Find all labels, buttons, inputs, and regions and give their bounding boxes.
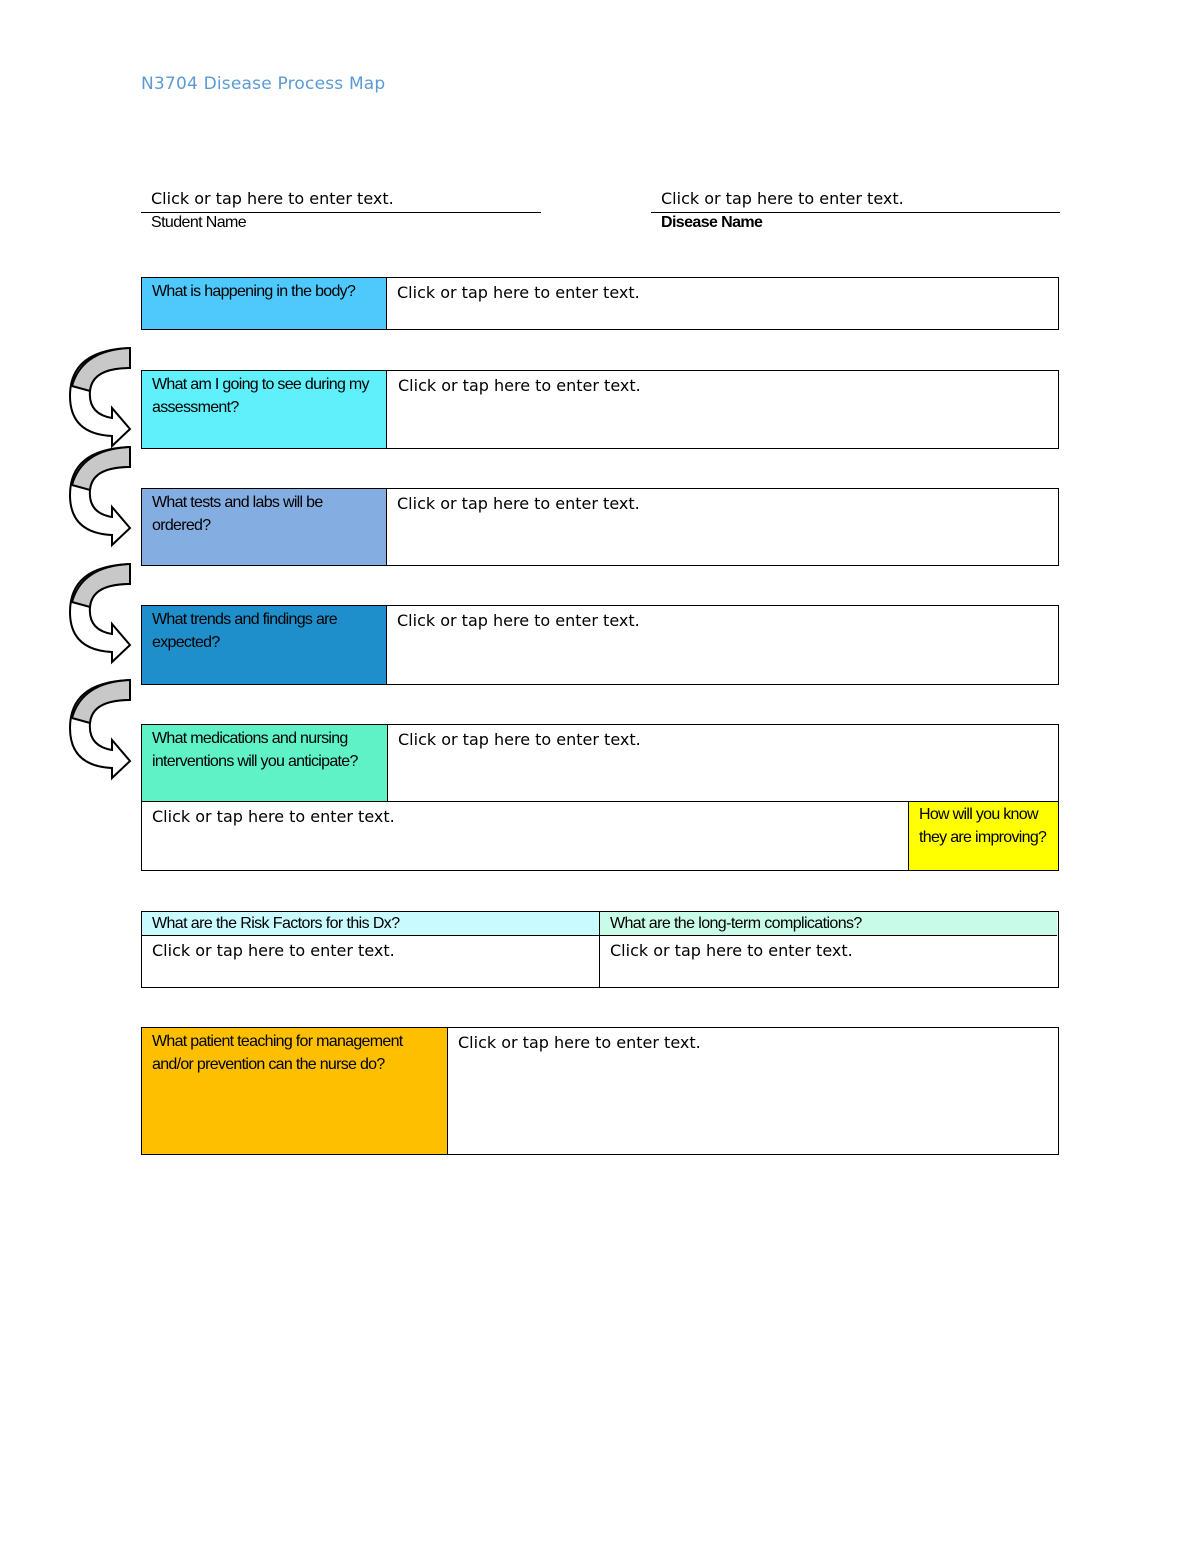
disease-name-label: Disease Name — [661, 214, 763, 231]
curved-arrow-icon — [62, 445, 138, 543]
section-body-row — [141, 277, 1059, 330]
student-name-field — [141, 189, 541, 233]
improving-row — [142, 802, 1058, 870]
page-title: N3704 Disease Process Map — [141, 74, 386, 94]
section-tests-answer[interactable]: Click or tap here to enter text. — [397, 494, 640, 513]
risk-complications-table — [141, 911, 1059, 988]
complications-answer[interactable]: Click or tap here to enter text. — [599, 936, 1057, 987]
disease-name-field — [651, 189, 1060, 233]
risk-factors-header: What are the Risk Factors for this Dx? — [142, 912, 599, 936]
section-trends-row — [141, 605, 1059, 685]
section-trends-answer[interactable]: Click or tap here to enter text. — [397, 611, 640, 630]
section-trends-question: What trends and findings are expected? — [141, 606, 387, 684]
disease-name-input[interactable]: Click or tap here to enter text. — [661, 189, 904, 208]
student-name-input[interactable]: Click or tap here to enter text. — [151, 189, 394, 208]
teaching-answer[interactable]: Click or tap here to enter text. — [458, 1033, 701, 1052]
section-meds-row — [142, 725, 1058, 802]
section-assessment-answer[interactable]: Click or tap here to enter text. — [398, 376, 641, 395]
teaching-question: What patient teaching for management and/or prevention can the nurse do? — [141, 1028, 448, 1154]
teaching-row — [141, 1027, 1059, 1155]
section-meds-block — [141, 724, 1059, 871]
section-body-answer[interactable]: Click or tap here to enter text. — [397, 283, 640, 302]
curved-arrow-icon — [62, 562, 138, 660]
improving-question: How will you know they are improving? — [908, 802, 1058, 870]
section-assessment-row — [141, 370, 1059, 449]
section-assessment-question: What am I going to see during my assessment? — [141, 371, 387, 448]
section-meds-answer[interactable]: Click or tap here to enter text. — [398, 730, 641, 749]
section-tests-row — [141, 488, 1059, 566]
risk-factors-answer[interactable]: Click or tap here to enter text. — [152, 941, 395, 960]
curved-arrow-icon — [62, 346, 138, 444]
improving-answer[interactable]: Click or tap here to enter text. — [152, 807, 395, 826]
complications-header: What are the long-term complications? — [599, 912, 1057, 936]
student-name-label: Student Name — [151, 214, 247, 231]
section-meds-question: What medications and nursing interventions will you anticipate? — [142, 725, 388, 801]
section-body-question: What is happening in the body? — [141, 278, 387, 329]
section-tests-question: What tests and labs will be ordered? — [141, 489, 387, 565]
curved-arrow-icon — [62, 678, 138, 776]
